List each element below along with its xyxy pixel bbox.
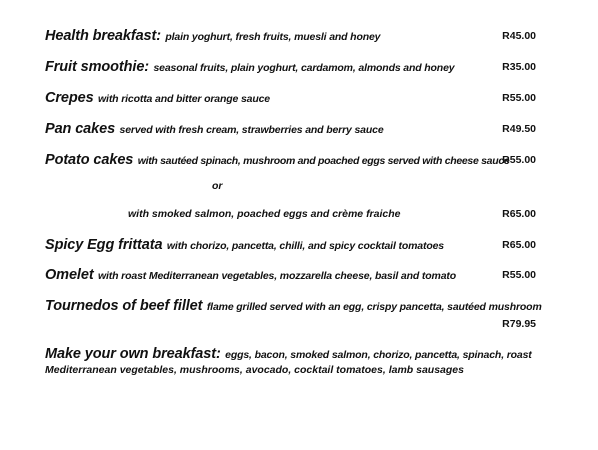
item-price: R55.00 <box>502 269 536 281</box>
menu-item <box>45 59 536 75</box>
item-price: R55.00 <box>502 92 536 104</box>
item-name: Tournedos of beef fillet <box>45 298 203 314</box>
menu-item <box>45 28 536 44</box>
item-name: Omelet <box>45 267 94 283</box>
item-description: flame grilled served with an egg, crispy pancetta, sautéed mushroom <box>206 301 542 313</box>
menu-item <box>45 298 542 314</box>
item-name: Potato cakes <box>45 152 134 168</box>
menu-item <box>45 152 510 168</box>
item-name: Make your own breakfast: <box>45 346 221 362</box>
item-price: R49.50 <box>502 123 536 135</box>
item-price: R55.00 <box>502 154 536 166</box>
item-description: with sautéed spinach, mushroom and poached eggs served with cheese sauce <box>137 155 510 167</box>
menu-item <box>45 90 536 106</box>
item-name: Health breakfast: <box>45 28 161 44</box>
item-description: with ricotta and bitter orange sauce <box>98 93 270 105</box>
item-description: served with fresh cream, strawberries and berry sauce <box>119 124 384 136</box>
item-name: Spicy Egg frittata <box>45 237 163 253</box>
item-description: seasonal fruits, plain yoghurt, cardamom, almonds and honey <box>153 62 455 74</box>
item-price: R79.95 <box>502 318 536 330</box>
item-description: with roast Mediterranean vegetables, mozzarella cheese, basil and tomato <box>98 270 457 282</box>
item-price: R35.00 <box>502 61 536 73</box>
or-separator: or <box>212 180 223 192</box>
item-name: Crepes <box>45 90 94 106</box>
item-name: Fruit smoothie: <box>45 59 150 75</box>
item-description: plain yoghurt, fresh fruits, muesli and honey <box>165 31 381 43</box>
item-price: R65.00 <box>502 239 536 251</box>
item-price: R45.00 <box>502 30 536 42</box>
item-price: R65.00 <box>502 208 536 220</box>
item-description-continued: Mediterranean vegetables, mushrooms, avocado, cocktail tomatoes, lamb sausages <box>45 364 464 376</box>
item-description: with chorizo, pancetta, chilli, and spicy cocktail tomatoes <box>166 240 444 252</box>
item-name: Pan cakes <box>45 121 116 137</box>
menu-item <box>45 267 536 283</box>
item-description-alternative: with smoked salmon, poached eggs and crème fraiche <box>128 208 401 220</box>
menu-item <box>45 237 536 253</box>
menu-item <box>45 346 536 362</box>
item-description: eggs, bacon, smoked salmon, chorizo, pancetta, spinach, roast <box>225 349 532 361</box>
menu-item <box>45 121 536 137</box>
